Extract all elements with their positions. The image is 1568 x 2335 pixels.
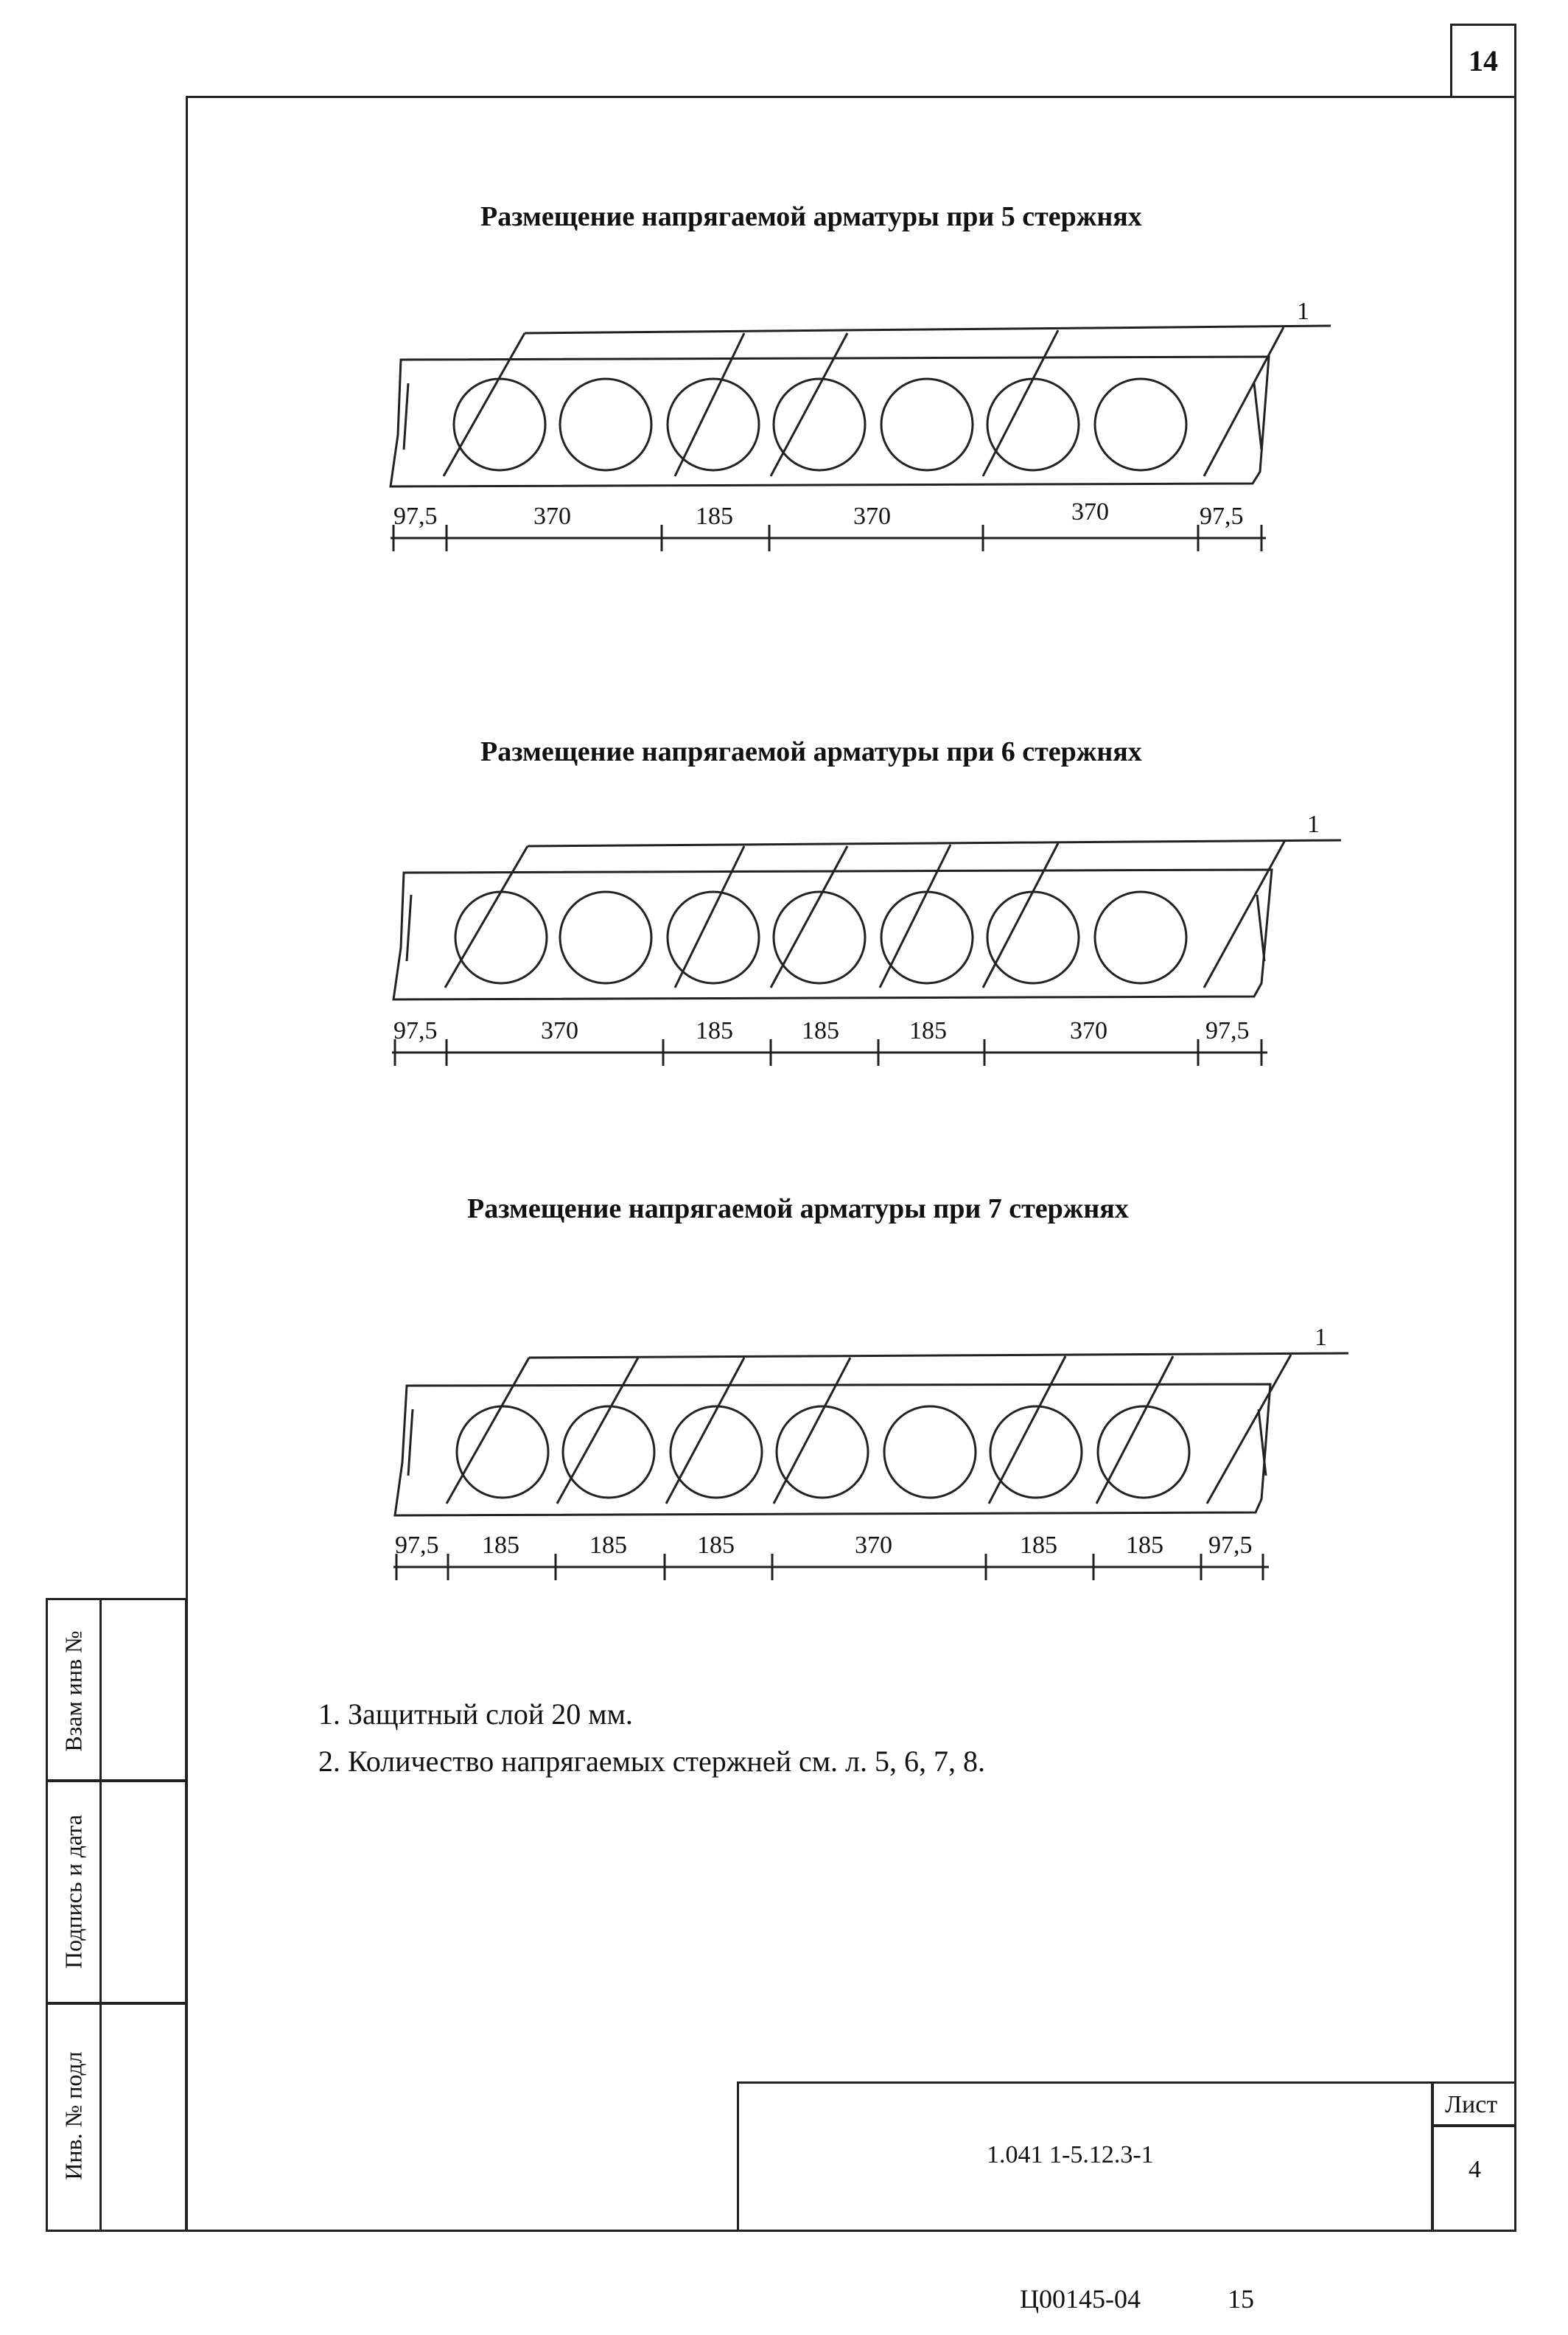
dimension-label: 185 — [589, 1532, 627, 1559]
title-block-code-cell — [737, 2081, 1434, 2232]
dimension-label: 185 — [1020, 1532, 1057, 1559]
dimension-label: 370 — [541, 1017, 578, 1044]
archive-code: Ц00145-04 — [1020, 2284, 1141, 2314]
sheet-number: 4 — [1469, 2156, 1481, 2183]
dimension-label: 97,5 — [1200, 503, 1244, 530]
dimension-label: 97,5 — [1208, 1532, 1253, 1559]
page-number: 14 — [1469, 44, 1498, 77]
section-heading-6-bars: Размещение напрягаемой арматуры при 6 стержнях — [480, 736, 1142, 767]
side-label-replacement-inv: Взам инв № — [60, 1630, 87, 1752]
dimension-label: 370 — [853, 503, 891, 530]
dimension-label: 370 — [533, 503, 571, 530]
document-code: 1.041 1-5.12.3-1 — [987, 2141, 1154, 2168]
note-line-1: 1. Защитный слой 20 мм. — [318, 1697, 633, 1731]
note-line-2: 2. Количество напрягаемых стержней см. л. 5, 6, 7, 8. — [318, 1745, 985, 1778]
title-block-sheet-number-cell — [1431, 2124, 1516, 2232]
title-block-sheet-label-cell — [1431, 2081, 1516, 2127]
callout-label: 1 — [1297, 298, 1309, 325]
dimension-label: 370 — [1071, 498, 1109, 526]
section-heading-7-bars: Размещение напрягаемой арматуры при 7 стержнях — [467, 1193, 1129, 1224]
slab-drawing-6-bars — [392, 840, 1341, 1066]
section-heading-5-bars: Размещение напрягаемой арматуры при 5 стержнях — [480, 201, 1142, 232]
dimension-label: 185 — [696, 503, 733, 530]
dimension-label: 185 — [697, 1532, 735, 1559]
side-label-original-inv: Инв. № подл — [60, 2051, 87, 2180]
callout-label: 1 — [1315, 1324, 1327, 1351]
dimension-label: 97,5 — [395, 1532, 439, 1559]
callout-label: 1 — [1307, 811, 1320, 838]
dimension-label: 97,5 — [393, 503, 438, 530]
dimension-label: 370 — [1070, 1017, 1107, 1044]
dimension-label: 185 — [696, 1017, 733, 1044]
sheet-label: Лист — [1445, 2091, 1498, 2118]
dimension-label: 97,5 — [1205, 1017, 1250, 1044]
dimension-label: 185 — [802, 1017, 839, 1044]
dimension-label: 370 — [855, 1532, 892, 1559]
dimension-label: 185 — [482, 1532, 519, 1559]
dimension-label: 185 — [909, 1017, 947, 1044]
side-label-signature-date: Подпись и дата — [60, 1815, 87, 1969]
dimension-label: 97,5 — [393, 1017, 438, 1044]
dimension-label: 185 — [1126, 1532, 1163, 1559]
footer-page-number: 15 — [1228, 2284, 1254, 2314]
